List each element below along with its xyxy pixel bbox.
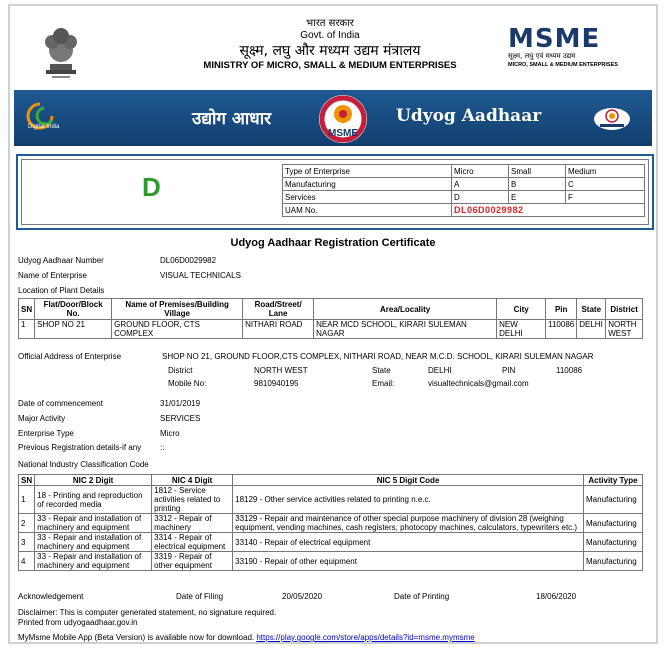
column-header: NIC 2 Digit: [35, 475, 152, 486]
email-label: Email:: [372, 379, 395, 388]
uan-value: DL06D0029982: [160, 256, 217, 265]
table-row: [19, 514, 643, 533]
uam-number: DL06D0029982: [452, 204, 645, 217]
filing-date-label: Date of Filing: [176, 592, 224, 601]
previous-registration-value: ::: [160, 443, 165, 452]
table-cell: NITHARI ROAD: [243, 320, 314, 339]
email-value: visualtechnicals@gmail.com: [428, 379, 529, 388]
mobile-app-text: MyMsme Mobile App (Beta Version) is available now for download.: [18, 633, 255, 642]
pin-label: PIN: [502, 366, 516, 375]
play-store-link[interactable]: https://play.google.com/store/apps/details?id=msme.mymsme: [256, 633, 475, 642]
classification-header-row: [283, 165, 645, 178]
table-cell: D: [452, 191, 509, 204]
table-cell: DELHI: [577, 320, 606, 339]
classification-table: [282, 164, 645, 217]
column-header: City: [497, 299, 546, 320]
column-header: NIC 5 Digit Code: [233, 475, 584, 486]
table-cell: Manufacturing: [584, 533, 643, 552]
table-cell: Manufacturing: [584, 552, 643, 571]
column-header: State: [577, 299, 606, 320]
column-header: NIC 4 Digit: [152, 475, 233, 486]
table-cell: 18129 - Other service activities related to printing n.e.c.: [233, 486, 584, 514]
table-cell: 33190 - Repair of other equipment: [233, 552, 584, 571]
column-header: Road/Street/ Lane: [243, 299, 314, 320]
table-cell: Small: [509, 165, 566, 178]
table-cell: 33 - Repair and installation of machinery and equipment: [35, 533, 152, 552]
udyog-aadhaar-hindi: उद्योग आधार: [192, 109, 272, 129]
column-header: Name of Premises/Building Village: [112, 299, 243, 320]
table-cell: Micro: [452, 165, 509, 178]
msme-logo: [508, 26, 628, 69]
district-label: District: [168, 366, 193, 375]
plant-details-label: Location of Plant Details: [18, 286, 105, 295]
certificate-title: Udyog Aadhaar Registration Certificate: [230, 237, 436, 249]
uan-label: Udyog Aadhaar Number: [18, 256, 104, 265]
previous-registration-label: Previous Registration details-if any: [18, 443, 142, 452]
printing-date-value: 18/06/2020: [536, 592, 577, 601]
msme-english: MICRO, SMALL & MEDIUM ENTERPRISES: [508, 62, 618, 68]
digital-india-logo-icon: [26, 100, 84, 136]
district-value: NORTH WEST: [254, 366, 308, 375]
national-emblem-icon: [38, 20, 84, 82]
table-cell: B: [509, 178, 566, 191]
table-cell: 2: [19, 514, 35, 533]
uam-row: [283, 204, 645, 217]
column-header: SN: [19, 299, 35, 320]
table-cell: 1812 - Service activities related to printing: [152, 486, 233, 514]
table-row: [283, 191, 645, 204]
printed-from-text: Printed from udyogaadhaar.gov.in: [18, 618, 138, 627]
table-cell: 4: [19, 552, 35, 571]
table-cell: 18 - Printing and reproduction of recorded media: [35, 486, 152, 514]
table-cell: SHOP NO 21: [35, 320, 112, 339]
state-label: State: [372, 366, 391, 375]
table-cell: 3319 - Repair of other equipment: [152, 552, 233, 571]
table-cell: 33 - Repair and installation of machinery and equipment: [35, 552, 152, 571]
table-cell: 1: [19, 320, 35, 339]
column-header: Activity Type: [584, 475, 643, 486]
column-header: Area/Locality: [314, 299, 497, 320]
udyog-aadhaar-english: Udyog Aadhaar: [396, 106, 542, 126]
enterprise-type-label: Enterprise Type: [18, 429, 74, 438]
mobile-value: 9810940195: [254, 379, 299, 388]
msme-logo-text: MSME: [508, 24, 601, 54]
table-cell: A: [452, 178, 509, 191]
nic-code-table: [18, 474, 643, 571]
commencement-label: Date of commencement: [18, 399, 103, 408]
table-cell: Manufacturing: [283, 178, 452, 191]
gov-hindi: भारत सरकार: [306, 18, 354, 29]
table-cell: 33 - Repair and installation of machinery and equipment: [35, 514, 152, 533]
column-header: Pin: [546, 299, 577, 320]
mobile-label: Mobile No:: [168, 379, 207, 388]
table-cell: 3314 - Repair of electrical equipment: [152, 533, 233, 552]
table-cell: Type of Enterprise: [283, 165, 452, 178]
acknowledgement-label: Acknowledgement: [18, 592, 84, 601]
official-address-value: SHOP NO 21, GROUND FLOOR,CTS COMPLEX, NITHARI ROAD, NEAR M.C.D. SCHOOL, KIRARI SULEMAN NAGAR: [162, 352, 594, 361]
table-row: [19, 486, 643, 514]
state-value: DELHI: [428, 366, 452, 375]
commencement-value: 31/01/2019: [160, 399, 201, 408]
table-cell: Services: [283, 191, 452, 204]
table-cell: NEAR MCD SCHOOL, KIRARI SULEMAN NAGAR: [314, 320, 497, 339]
nic-header-row: [19, 475, 643, 486]
table-cell: 3: [19, 533, 35, 552]
udyog-aadhaar-banner: [14, 90, 652, 146]
ministry-hindi: सूक्ष्म, लघु और मध्यम उद्यम मंत्रालय: [239, 43, 421, 59]
enterprise-name-value: VISUAL TECHNICALS: [160, 271, 241, 280]
plant-header-row: [19, 299, 643, 320]
udyog-aadhaar-seal-icon: [304, 94, 382, 144]
printing-date-label: Date of Printing: [394, 592, 450, 601]
official-address-label: Official Address of Enterprise: [18, 352, 122, 361]
table-cell: 3312 - Repair of machinery: [152, 514, 233, 533]
table-cell: Medium: [566, 165, 645, 178]
seal-text: MSME: [328, 128, 358, 139]
table-cell: NORTH WEST: [606, 320, 643, 339]
column-header: Flat/Door/Block No.: [35, 299, 112, 320]
column-header: SN: [19, 475, 35, 486]
pin-value: 110086: [556, 366, 583, 375]
nic-label: National Industry Classification Code: [18, 460, 149, 469]
table-cell: Manufacturing: [584, 514, 643, 533]
msme-hindi: सूक्ष्म, लघु एवं मध्यम उद्यम: [508, 52, 576, 60]
enterprise-type-value: Micro: [160, 429, 180, 438]
table-cell: Manufacturing: [584, 486, 643, 514]
table-cell: E: [509, 191, 566, 204]
major-activity-label: Major Activity: [18, 414, 66, 423]
table-cell: GROUND FLOOR, CTS COMPLEX: [112, 320, 243, 339]
filing-date-value: 20/05/2020: [282, 592, 323, 601]
enterprise-classification-box: [16, 154, 654, 230]
digital-india-text: Digital India: [28, 124, 60, 130]
table-cell: C: [566, 178, 645, 191]
table-cell: 110086: [546, 320, 577, 339]
government-header: [10, 6, 656, 90]
column-header: District: [606, 299, 643, 320]
certificate-page: [8, 4, 658, 644]
table-cell: F: [566, 191, 645, 204]
ministry-english: MINISTRY OF MICRO, SMALL & MEDIUM ENTERPRISES: [203, 60, 457, 71]
table-cell: 1: [19, 486, 35, 514]
enterprise-category-letter: D: [142, 172, 161, 202]
gov-english: Govt. of India: [300, 30, 360, 41]
table-row: [19, 552, 643, 571]
mobile-app-notice: [18, 633, 475, 643]
enterprise-name-label: Name of Enterprise: [18, 271, 87, 280]
plant-location-table: [18, 298, 643, 339]
aadhaar-logo-icon: [592, 106, 632, 132]
table-row: [19, 533, 643, 552]
table-row: [19, 320, 643, 339]
table-row: [283, 178, 645, 191]
disclaimer-text: Disclaimer: This is computer generated statement, no signature required.: [18, 608, 277, 617]
table-cell: 33129 - Repair and maintenance of other special purpose machinery of division 28 (weighing equipment, vending machines, cash registers, photocopy machines, calculators, typewriters etc.): [233, 514, 584, 533]
major-activity-value: SERVICES: [160, 414, 201, 423]
government-title-block: [190, 18, 470, 72]
table-cell: NEW DELHI: [497, 320, 546, 339]
uam-label: UAM No.: [283, 204, 452, 217]
table-cell: 33140 - Repair of electrical equipment: [233, 533, 584, 552]
